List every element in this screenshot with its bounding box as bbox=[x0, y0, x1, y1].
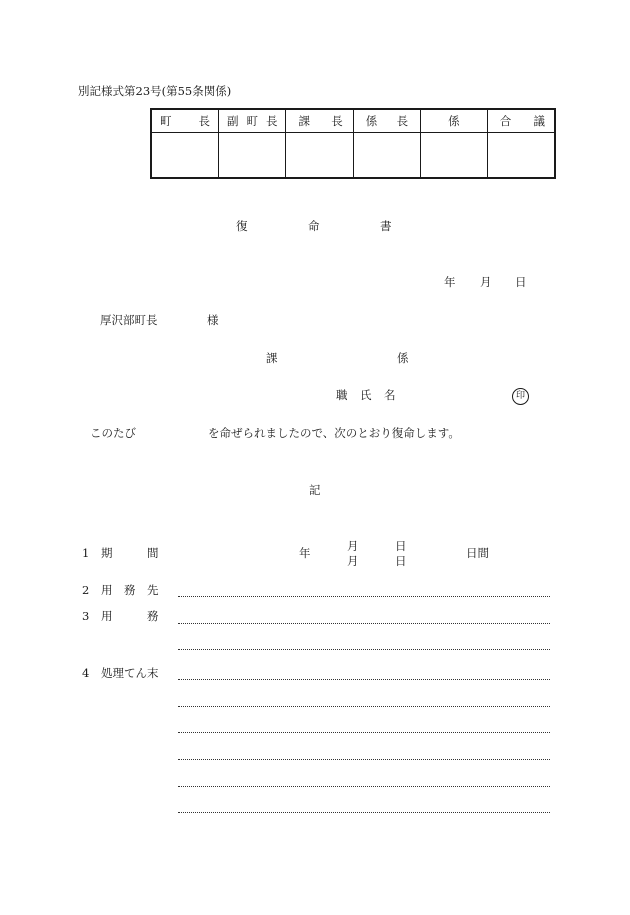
approval-header-mayor: 町 長 bbox=[151, 109, 219, 133]
approval-stamp-box-mayor[interactable] bbox=[151, 133, 219, 179]
date-month-label: 月 bbox=[480, 275, 492, 289]
business-entry-line[interactable] bbox=[178, 623, 550, 624]
date-year-label: 年 bbox=[444, 275, 456, 289]
approval-stamp-box-unit-chief[interactable] bbox=[353, 133, 420, 179]
ki-heading: 記 bbox=[309, 483, 321, 497]
approval-header-section-chief: 課 長 bbox=[286, 109, 353, 133]
period-end-month-label: 月 bbox=[347, 554, 359, 568]
approval-stamp-table bbox=[150, 108, 556, 179]
approval-stamp-box-section-chief[interactable] bbox=[286, 133, 353, 179]
seal-mark-icon: 印 bbox=[512, 388, 529, 405]
processing-entry-line[interactable] bbox=[178, 759, 550, 760]
approval-header-staff: 係 bbox=[421, 109, 488, 133]
signer-label-char: 職 bbox=[336, 388, 348, 402]
item-number: 1 bbox=[82, 546, 90, 560]
processing-entry-line[interactable] bbox=[178, 786, 550, 787]
statement-lead: このたび bbox=[90, 426, 136, 440]
approval-header-unit-chief: 係 長 bbox=[353, 109, 420, 133]
signer-label-char: 氏 bbox=[360, 388, 372, 402]
approval-stamp-box-consultation[interactable] bbox=[487, 133, 555, 179]
period-start-month-label: 月 bbox=[347, 539, 359, 553]
addressee-name: 厚沢部町長 bbox=[100, 313, 158, 327]
period-end-day-label: 日 bbox=[395, 554, 407, 568]
period-year-label: 年 bbox=[299, 546, 311, 560]
statement-text: を命ぜられましたので、次のとおり復命します。 bbox=[208, 426, 460, 440]
period-label-char: 間 bbox=[147, 546, 159, 560]
destination-label-char: 用 bbox=[101, 583, 113, 597]
form-number-label: 別記様式第23号(第55条関係) bbox=[78, 84, 232, 98]
processing-entry-line[interactable] bbox=[178, 732, 550, 733]
approval-stamp-box-deputy-mayor[interactable] bbox=[219, 133, 286, 179]
period-label-char: 期 bbox=[101, 546, 113, 560]
approval-header-consultation: 合 議 bbox=[487, 109, 555, 133]
processing-entry-line[interactable] bbox=[178, 812, 550, 813]
business-label-char: 務 bbox=[147, 609, 159, 623]
item-number: 4 bbox=[82, 666, 90, 680]
dept-section-label: 課 bbox=[266, 351, 278, 365]
addressee-honorific: 様 bbox=[207, 313, 219, 327]
approval-header-deputy-mayor: 副 町 長 bbox=[219, 109, 286, 133]
destination-label-char: 先 bbox=[147, 583, 159, 597]
destination-label-char: 務 bbox=[124, 583, 136, 597]
business-entry-line[interactable] bbox=[178, 649, 550, 650]
processing-label: 処理てん末 bbox=[101, 666, 159, 680]
document-title: 復 命 書 bbox=[236, 219, 392, 233]
processing-entry-line[interactable] bbox=[178, 679, 550, 680]
destination-entry-line[interactable] bbox=[178, 596, 550, 597]
signer-label-char: 名 bbox=[384, 388, 396, 402]
item-number: 3 bbox=[82, 609, 90, 623]
processing-entry-line[interactable] bbox=[178, 706, 550, 707]
item-number: 2 bbox=[82, 583, 90, 597]
approval-stamp-box-staff[interactable] bbox=[421, 133, 488, 179]
dept-unit-label: 係 bbox=[397, 351, 409, 365]
date-day-label: 日 bbox=[515, 275, 527, 289]
business-label-char: 用 bbox=[101, 609, 113, 623]
period-start-day-label: 日 bbox=[395, 539, 407, 553]
period-days-label: 日間 bbox=[466, 546, 489, 560]
